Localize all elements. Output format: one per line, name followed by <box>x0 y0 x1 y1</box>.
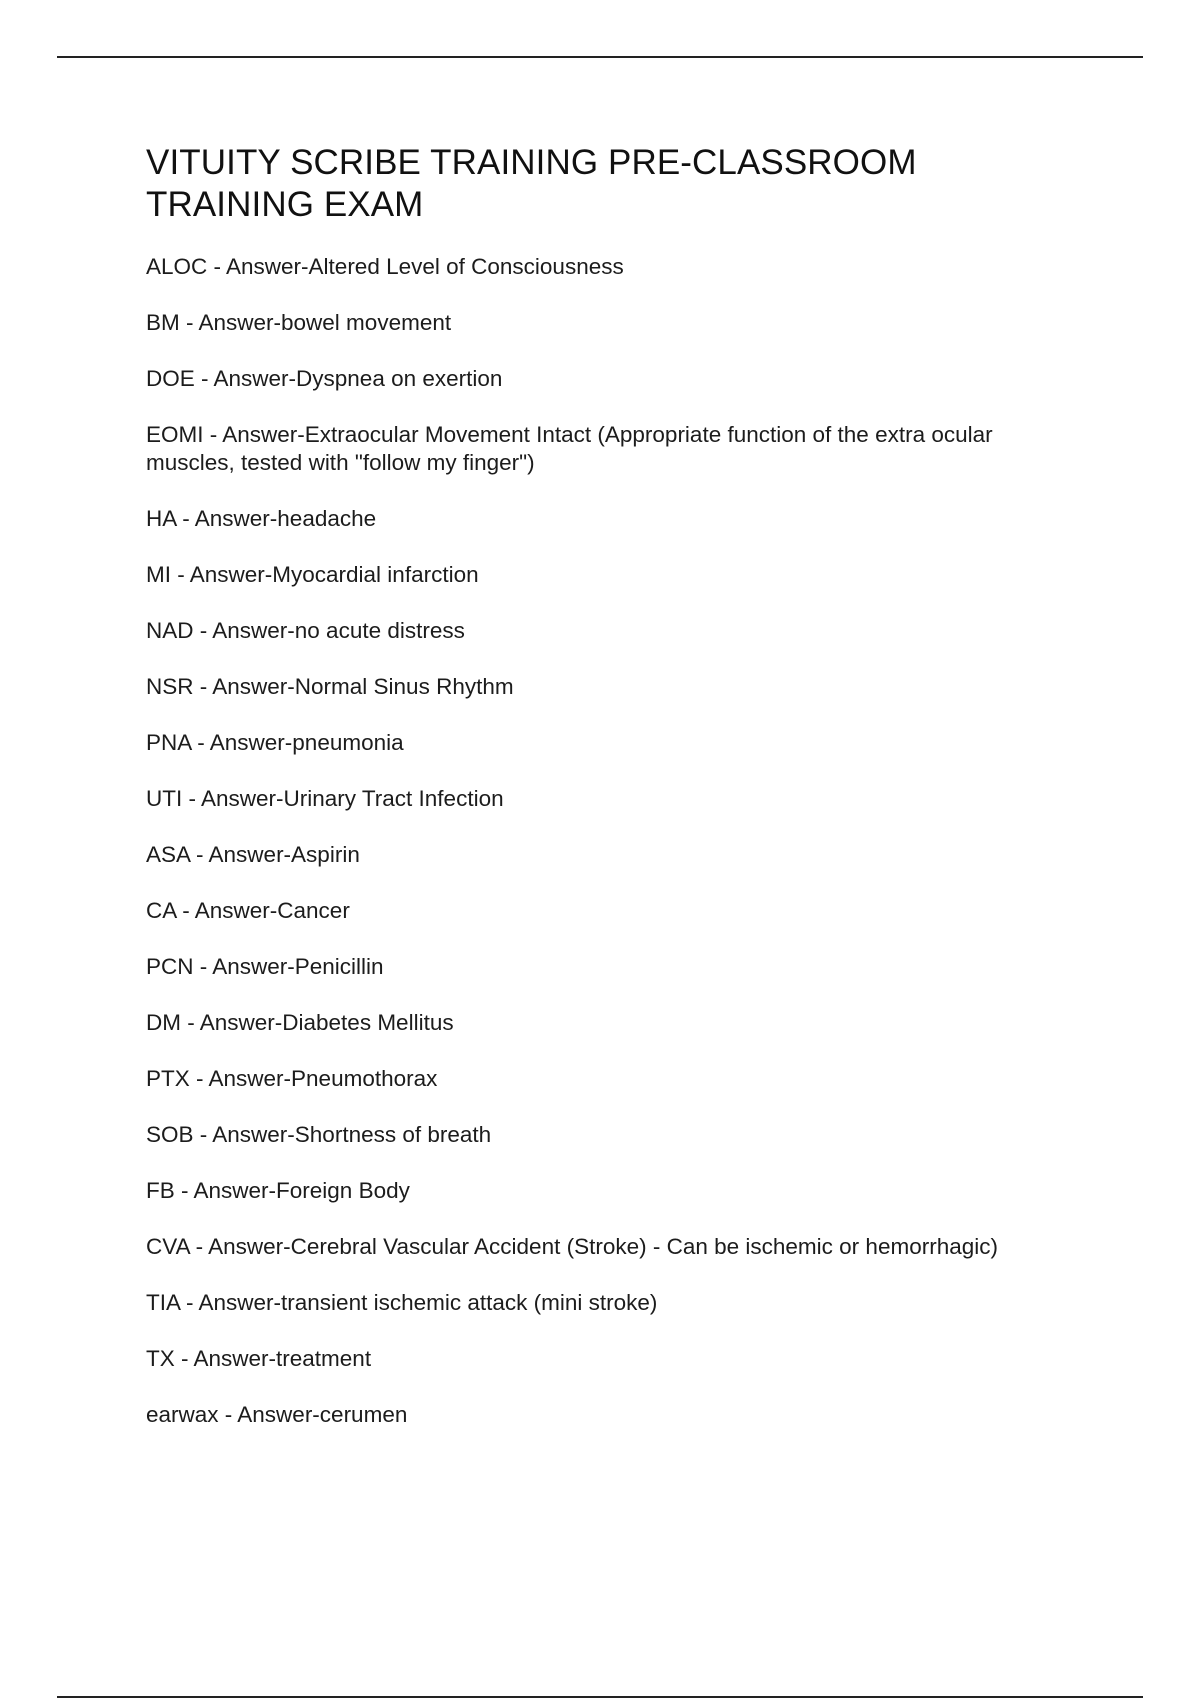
term-entry-doe: DOE - Answer-Dyspnea on exertion <box>146 366 503 391</box>
term-entry-uti: UTI - Answer-Urinary Tract Infection <box>146 786 504 811</box>
term-entry-cva: CVA - Answer-Cerebral Vascular Accident (Stroke) - Can be ischemic or hemorrhagic) <box>146 1234 998 1259</box>
term-entry-eomi: EOMI - Answer-Extraocular Movement Intact (Appropriate function of the extra ocular muscles, tested with "follow my finger") <box>146 422 993 475</box>
term-entry-mi: MI - Answer-Myocardial infarction <box>146 562 479 587</box>
term-entry-pcn: PCN - Answer-Penicillin <box>146 954 384 979</box>
term-entry-ha: HA - Answer-headache <box>146 506 377 531</box>
term-entry-tx: TX - Answer-treatment <box>146 1346 372 1371</box>
term-entry-pna: PNA - Answer-pneumonia <box>146 730 404 755</box>
term-entry-nad: NAD - Answer-no acute distress <box>146 618 465 643</box>
top-divider <box>57 56 1143 58</box>
term-list <box>146 253 1086 1429</box>
term-entry-asa: ASA - Answer-Aspirin <box>146 842 360 867</box>
term-entry-ca: CA - Answer-Cancer <box>146 898 350 923</box>
term-entry-fb: FB - Answer-Foreign Body <box>146 1178 410 1203</box>
term-entry-ptx: PTX - Answer-Pneumothorax <box>146 1066 438 1091</box>
term-entry-dm: DM - Answer-Diabetes Mellitus <box>146 1010 454 1035</box>
term-entry-tia: TIA - Answer-transient ischemic attack (mini stroke) <box>146 1290 658 1315</box>
term-entry-nsr: NSR - Answer-Normal Sinus Rhythm <box>146 674 514 699</box>
bottom-divider <box>57 1696 1143 1698</box>
term-entry-aloc: ALOC - Answer-Altered Level of Consciousness <box>146 254 624 279</box>
term-entry-bm: BM - Answer-bowel movement <box>146 310 452 335</box>
document-title: VITUITY SCRIBE TRAINING PRE-CLASSROOM TRAINING EXAM <box>146 143 917 224</box>
term-entry-earwax: earwax - Answer-cerumen <box>146 1402 408 1427</box>
term-entry-sob: SOB - Answer-Shortness of breath <box>146 1122 492 1147</box>
page-content <box>146 142 1086 1457</box>
